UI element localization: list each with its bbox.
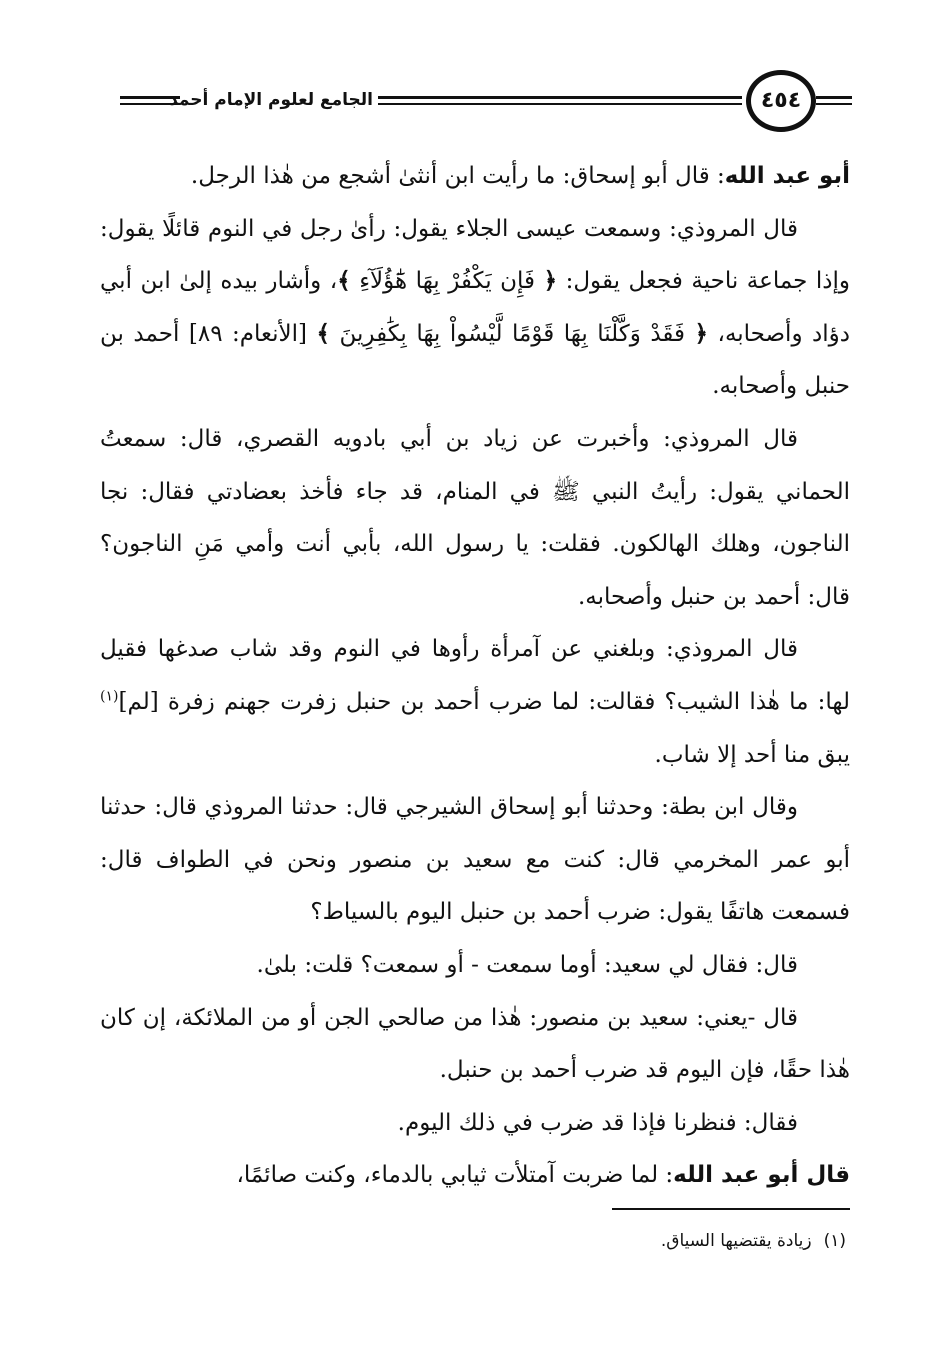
quran-bracket-close-icon: ﴾	[316, 319, 330, 347]
footnote-text: زيادة يقتضيها السياق.	[660, 1231, 812, 1251]
paragraph-3: قال المروذي: وأخبرت عن زياد بن أبي بادويه القصري، قال: سمعتُ الحماني يقول: رأيتُ النبي ﷺ في المنام، قد جاء فأخذ بعضادتي فقال: نجا الناجون، وهلك الهالكون. فقلت: يا رسول الله، بأبي أنت وأمي مَنِ الناجون؟ قال: أحمد بن حنبل وأصحابه.	[100, 425, 850, 610]
paragraph-4	[100, 623, 850, 781]
paragraph-7: قال -يعني: سعيد بن منصور: هٰذا من صالحي الجن أو من الملائكة، إن كان هٰذا حقًا، فإن اليوم قد ضرب أحمد بن حنبل.	[100, 1004, 850, 1084]
page-header	[120, 70, 852, 134]
paragraph-text: قال المروذي: وسمعت عيسى الجلاء يقول: رأىٰ رجل في النوم قائلًا يقول: وإذا جماعة ناحية فجعل يقول:	[100, 215, 851, 295]
footnote-marker: (١)	[823, 1231, 846, 1251]
quran-bracket-open-icon: ﴿	[543, 267, 558, 295]
speaker-name: قال أبو عبد الله	[673, 1162, 850, 1189]
main-text	[100, 150, 850, 1202]
paragraph-5: وقال ابن بطة: وحدثنا أبو إسحاق الشيرجي قال: حدثنا المروذي قال: حدثنا أبو عمر المخرمي قال: كنت مع سعيد بن منصور ونحن في الطواف قال: فسمعت هاتفًا يقول: ضرب أحمد بن حنبل اليوم بالسياط؟	[100, 794, 850, 926]
paragraph-text: يبق منا أحد إلا شاب.	[654, 741, 850, 768]
quran-verse-1: فَإِن يَكْفُرْ بِهَا هَٰٓؤُلَآءِ	[359, 268, 536, 295]
paragraph-text: : قال أبو إسحاق: ما رأيت ابن أنثىٰ أشجع من هٰذا الرجل.	[190, 163, 725, 189]
paragraph-6: قال: فقال لي سعيد: أوما سمعت - أو سمعت؟ قلت: بلىٰ.	[256, 951, 798, 978]
quran-verse-2: فَقَدْ وَكَّلْنَا بِهَا قَوْمًا لَّيْسُواْ بِهَا بِكَٰفِرِينَ	[339, 320, 686, 347]
paragraph-1	[100, 150, 850, 203]
verse-citation: [الأنعام: ٨٩]	[179, 320, 317, 347]
footnote-reference[interactable]: (١)	[100, 688, 119, 705]
page-number: ٤٥٤	[746, 70, 816, 132]
footnote-separator	[612, 1208, 850, 1210]
paragraph-text: : لما ضربت آمتلأت ثيابي بالدماء، وكنت صائمًا،	[236, 1162, 674, 1189]
footnote-1	[300, 1226, 846, 1256]
header-rule-middle	[378, 96, 742, 106]
quran-bracket-close-icon: ﴾	[337, 267, 351, 295]
paragraph-text: ، وأشار بيده إلىٰ ابن أبي دؤاد وأصحابه،	[100, 268, 851, 347]
header-rule-right	[816, 96, 852, 106]
running-title: الجامع لعلوم الإمام أحمد	[169, 90, 373, 110]
speaker-name: أبو عبد الله	[724, 163, 850, 189]
paragraph-text: أحمد بن حنبل وأصحابه.	[100, 320, 850, 400]
paragraph-2	[100, 203, 850, 413]
paragraph-8: فقال: فنظرنا فإذا قد ضرب في ذلك اليوم.	[397, 1109, 798, 1136]
paragraph-text: قال المروذي: وبلغني عن آمرأة رأوها في النوم وقد شاب صدغها فقيل لها: ما هٰذا الشيب؟ فقالت: لما ضرب أحمد بن حنبل زفرت جهنم زفرة [لم]	[100, 636, 850, 715]
paragraph-9	[100, 1149, 850, 1202]
quran-bracket-open-icon: ﴿	[694, 319, 709, 347]
